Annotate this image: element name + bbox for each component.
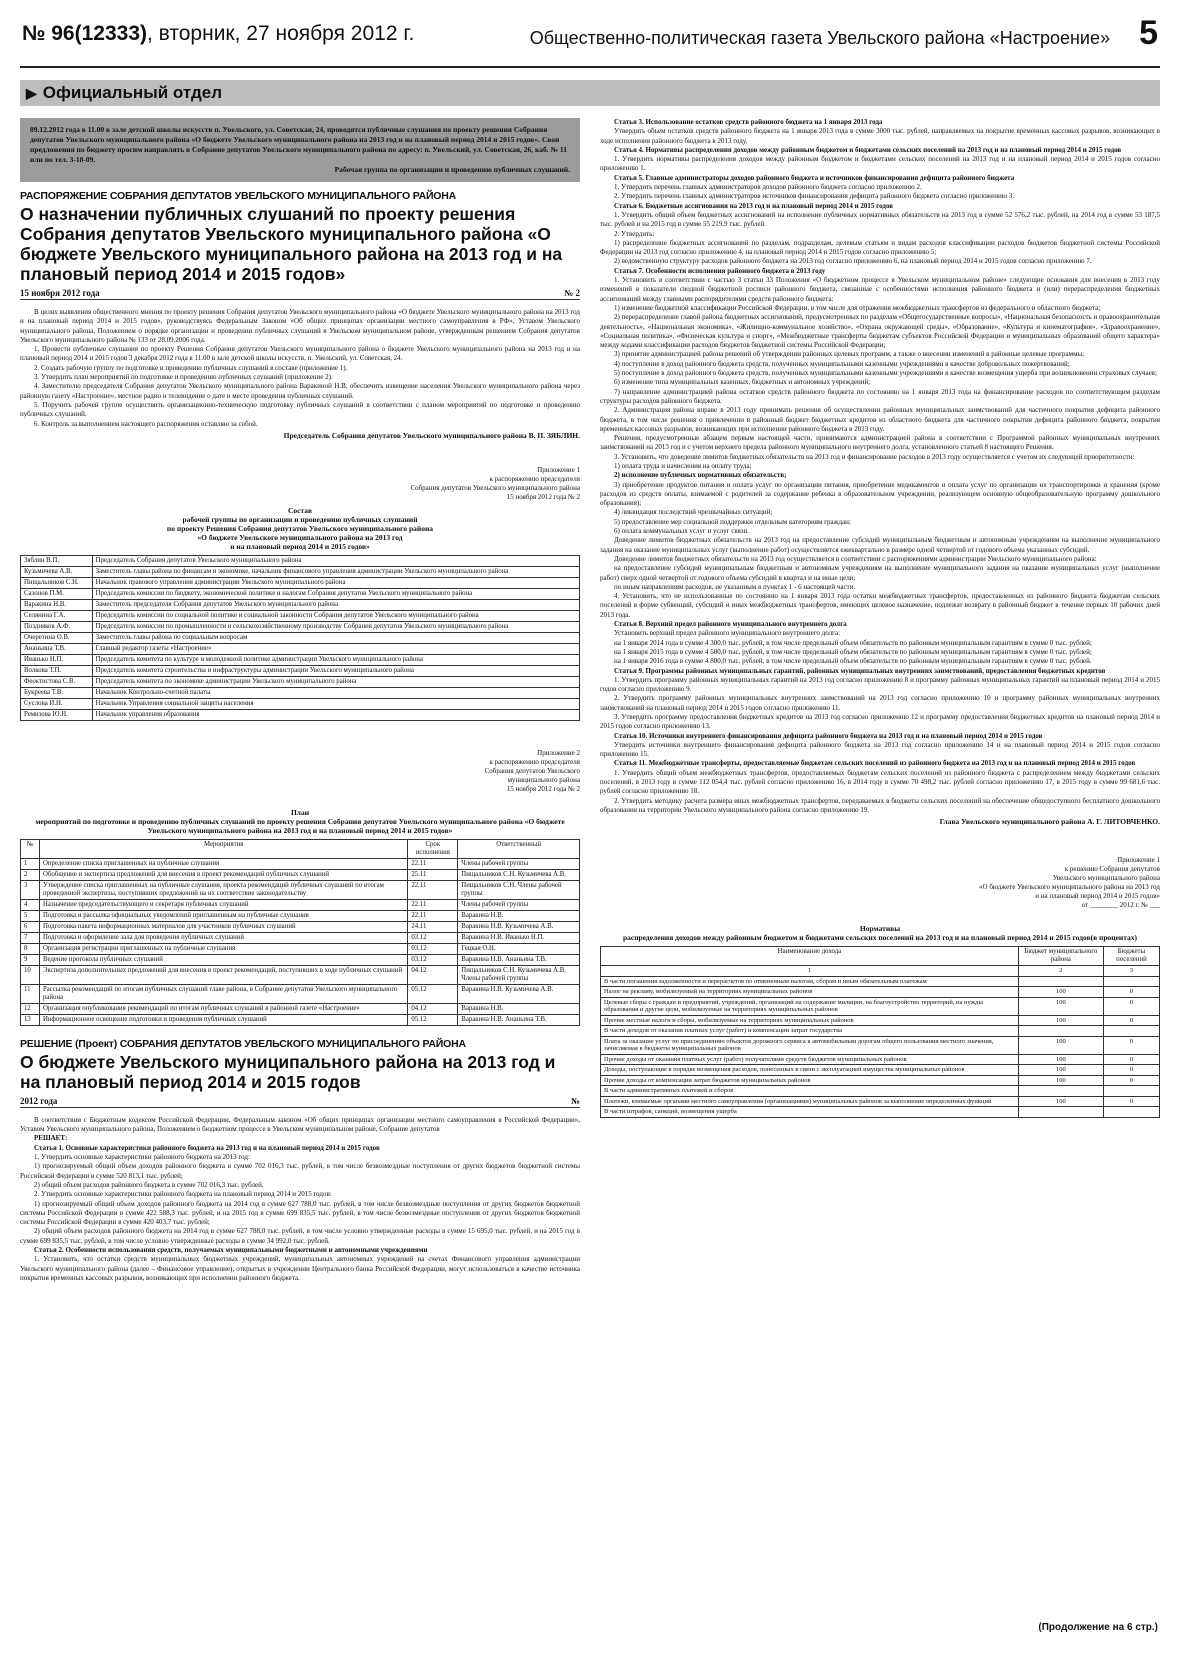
order-paragraph: 5. Поручить рабочей группе осуществить организационно-техническую подготовку публичных слушаний в соответствии с планом мероприятий по подготовке и проведению публичных слушаний. — [20, 400, 580, 419]
order-paragraph: 6. Контроль за выполнением настоящего распоряжения оставляю за собой. — [34, 419, 258, 428]
order-signature: Председатель Собрания депутатов Увельского муниципального района В. П. ЗЯБЛИН. — [283, 430, 580, 440]
decision-paragraph: 1. Утвердить основные характеристики районного бюджета на 2013 год: — [34, 1153, 250, 1162]
row-number: 12 — [21, 1003, 40, 1014]
member-position: Председатель комитета строительства и инфраструктуры администрации Увельского муниципального района — [92, 665, 579, 676]
member-name: Селянина Г.А. — [21, 610, 93, 621]
decision-paragraph: 2. Утвердить основные характеристики районного бюджета на плановый период 2014 и 2015 годов: — [34, 1190, 332, 1199]
article-paragraph: 1. Утвердить общий объем межбюджетных трансфертов, предоставляемых бюджетам сельских поселений из районного бюджета с распределением между бюджетами сельских поселений, в 2013 году в сумме 112 054,4 тыс. рублей согласно приложению 16, в 2014 году в сумме 70 498,2 тыс. рублей согласно приложению 17, в 2015 году в сумме 99 681,6 тыс. рублей согласно приложению 18. — [600, 768, 1160, 796]
plan-table — [20, 839, 580, 1026]
settlement-share: 0 — [1103, 1096, 1159, 1107]
decision-kicker: РЕШЕНИЕ (Проект) СОБРАНИЯ ДЕПУТАТОВ УВЕЛЬСКОГО МУНИЦИПАЛЬНОГО РАЙОНА — [20, 1037, 466, 1050]
table-row — [21, 869, 580, 880]
article-heading: Статья 10. Источники внутреннего финансирования дефицита районного бюджета на 2013 год и на плановый период 2014 и 2015 годов — [614, 731, 1043, 740]
deadline: 04.12 — [408, 965, 458, 984]
article-paragraph: 4) ликвидация последствий чрезвычайных ситуаций; — [614, 508, 773, 517]
member-name: Феоктистова С.В. — [21, 676, 93, 687]
chevron-right-icon: ▶ — [26, 85, 37, 101]
member-name: Сазонов П.М. — [21, 588, 93, 599]
decision-paragraph: 2) общий объем расходов районного бюджета в сумме 702 016,3 тыс. рублей. — [34, 1180, 264, 1189]
member-position: Заместитель главы района по финансам и экономике, начальник финансового управления администрации Увельского муниципального района — [92, 566, 579, 577]
decision-paragraph: РЕШАЕТ: — [34, 1134, 68, 1143]
decision-paragraph: Статья 1. Основные характеристики районного бюджета на 2013 год и на плановый период 2014 и 2015 годов — [34, 1143, 380, 1152]
article-paragraph: 1. Утвердить программу районных муниципальных гарантий на 2013 год согласно приложению 8 и программу районных муниципальных гарантий на плановый период 2014 и 2015 годов согласно приложению 9. — [600, 675, 1160, 694]
article-heading: 2) исполнение публичных нормативных обязательств; — [614, 471, 787, 480]
activity: Организация регистрации приглашенных на публичные слушания — [40, 943, 408, 954]
decision-paragraph: 1) прогнозируемый общий объем доходов районного бюджета на 2014 год в сумме 627 788,0 тыс. рублей, в том числе безвозмездные поступления от других бюджетов бюджетной системы Российской Федерации в сумме 422 588,3 тыс. рублей, и на 2015 год в сумме 699 835,5 тыс. рублей, в том числе безвозмездные поступления от других бюджетов бюджетной системы Российской Федерации в сумме 420 403,7 тыс. рублей; — [20, 1199, 580, 1227]
table-row — [21, 921, 580, 932]
row-number: 8 — [21, 943, 40, 954]
decision-number: № — [570, 1095, 580, 1106]
table-row — [21, 610, 580, 621]
page-number: 5 — [1139, 14, 1158, 52]
district-share — [1018, 1086, 1103, 1097]
responsible: Варакина Н.В. Ананьина Т.В. — [458, 1014, 580, 1025]
member-position: Председатель комиссии по промышленности и сельскохозяйственному производству Собрания депутатов Увельского муниципального района — [92, 621, 579, 632]
column-header: Мероприятия — [40, 839, 408, 858]
article-paragraph: 1. Установить в соответствии с частью 3 статьи 33 Положения «О бюджетном процессе в Увельском муниципальном районе» следующие основания для внесения в 2013 году изменений в показатели сводной бюджетной росписи районного бюджета, связанные с особенностями исполнения районного бюджета и (или) перераспределения бюджетных ассигнований между главными распорядителями средств районного бюджета: — [600, 276, 1160, 303]
deadline: 03.12 — [408, 954, 458, 965]
order-paragraph: 4. Заместителю председателя Собрания депутатов Увельского муниципального района Варакиной Н.В. обеспечить извещение населения Увельского муниципального района через районную газету «Настроение», местное радио и телевидение о дате и месте проведения публичных слушаний. — [20, 382, 580, 400]
responsible: Пищальников С.Н. Кузьмичева А.В. — [458, 869, 580, 880]
newspaper-title: Общественно-политическая газета Увельского района «Настроение» — [529, 28, 1110, 48]
column-header: Срок исполнения — [408, 839, 458, 858]
member-name: Иванько Н.П. — [21, 654, 93, 665]
row-number: 2 — [21, 869, 40, 880]
table-row — [21, 932, 580, 943]
article-paragraph: 5) поступление в доход районного бюджета средств, полученных муниципальными казенными учреждениями в качестве возмещения ущерба при возникновении страховых случаев; — [614, 369, 1157, 378]
table-row — [601, 976, 1160, 987]
article-heading: Статья 9. Программы районных муниципальных гарантий, районных муниципальных внутренних заимствований, предоставления бюджетных кредитов — [614, 666, 1106, 675]
member-position: Заместитель председателя Собрания депутатов Увельского муниципального района — [92, 599, 579, 610]
article-paragraph: 6) изменение типа муниципальных казенных, бюджетных и автономных учреждений; — [614, 378, 871, 387]
member-name: Кузьмичева А.В. — [21, 566, 93, 577]
article-paragraph: на 1 января 2015 года в сумме 4 500,0 тыс. рублей, в том числе предельный объем обязательств по районным муниципальным гарантиям в сумме 0 тыс. рублей; — [614, 647, 1092, 656]
table-row — [21, 858, 580, 869]
settlement-share: 0 — [1103, 1054, 1159, 1065]
article-paragraph: 3) принятие администрацией района решений об утверждении районных целевых программ, а также о внесении изменений в районные целевые программы; — [614, 350, 1085, 359]
table-row — [21, 965, 580, 984]
table-row — [21, 687, 580, 698]
table-row — [601, 1054, 1160, 1065]
settlement-share — [1103, 1107, 1159, 1118]
table-row — [21, 1003, 580, 1014]
decision-paragraph: Статья 2. Особенности использования средств, получаемых муниципальными бюджетными и автономными учреждениями — [34, 1246, 428, 1255]
notice-text: 09.12.2012 года в 11.00 в зале детской школы искусств п. Увельского, ул. Советская, 24, проводятся публичные слушания по проекту решения Собрания депутатов Увельского муниципального района «О бюджете Увельского муниципального района на 2013 год и на плановый период 2014 и 2015 годов». Свои предложения по бюджету просим направлять в Собрание депутатов Увельского муниципального района по адресу: п. Увельский, ул. Советская, 26, каб. № 11 или по тел. 3-18-09. — [30, 125, 567, 164]
income-name: Налог на рекламу, мобилизуемый на территориях муниципальных районов — [601, 987, 1019, 998]
column-number: 3 — [1103, 966, 1159, 977]
member-name: Ремизова Ю.Н. — [21, 709, 93, 720]
table-row — [21, 621, 580, 632]
decision-dateline — [20, 1096, 580, 1108]
district-share: 100 — [1018, 987, 1103, 998]
member-position: Председатель Собрания депутатов Увельского муниципального района — [92, 555, 579, 566]
activity: Утверждение списка приглашенных на публичные слушания, проекта рекомендаций публичных слушаний по итогам проведенной экспертизы, поступивших предложений на их соответствие законодательству — [40, 880, 408, 899]
order-body — [20, 308, 580, 429]
article-paragraph: 1. Утвердить общий объем бюджетных ассигнований на исполнение публичных нормативных обязательств на 2013 год в сумме 52 576,2 тыс. рублей, на 2014 год в сумме 53 187,5 тыс. рублей и на 2015 год в сумме 55 219,9 тыс. рублей. — [600, 210, 1160, 229]
row-number: 7 — [21, 932, 40, 943]
order-paragraph: 2. Создать рабочую группу по подготовке и проведению публичных слушаний в составе (приложение 1). — [34, 363, 348, 372]
article-paragraph: 2. Администрация района вправе в 2013 году принимать решения об осуществлении районных муниципальных заимствований для частичного покрытия дефицита районного бюджета, в том числе решения о привлечении в районный бюджет бюджетных кредитов из областного бюджета для частичного покрытия дефицита районного бюджета, покрытия временных кассовых разрывов, возникающих при исполнении районного бюджета в 2013 году. — [600, 406, 1160, 433]
article-paragraph: Установить верхний предел районного муниципального внутреннего долга: — [614, 629, 841, 638]
deadline: 05.12 — [408, 1014, 458, 1025]
order-kicker: РАСПОРЯЖЕНИЕ СОБРАНИЯ ДЕПУТАТОВ УВЕЛЬСКОГО МУНИЦИПАЛЬНОГО РАЙОНА — [20, 190, 457, 202]
issue-number: № 96(12333) — [22, 22, 147, 45]
member-position: Начальник Контрольно-счетной палаты — [92, 687, 579, 698]
deadline: 22.11 — [408, 910, 458, 921]
district-share — [1018, 1026, 1103, 1037]
appendix2-title: План мероприятий по подготовке и проведению публичных слушаний по проекту решения Собрания депутатов Увельского муниципального района «О бюджете Увельского муниципального района на 2013 год и на плановый период 2014 и 2015 годов» — [35, 807, 565, 835]
column-header: Бюджет муниципального района — [1018, 947, 1103, 966]
notice-sign: Рабочая группа по организации и проведению публичных слушаний. — [334, 165, 570, 174]
table-row — [21, 709, 580, 720]
deadline: 04.12 — [408, 1003, 458, 1014]
table-row — [21, 654, 580, 665]
income-name: В части административных платежей и сборов — [601, 1086, 1019, 1097]
responsible: Варакина Н.В. — [458, 910, 580, 921]
district-share: 100 — [1018, 1065, 1103, 1076]
member-name: Ананьина Т.В. — [21, 643, 93, 654]
section-bar — [20, 80, 1160, 106]
article-paragraph: на предоставление субсидий муниципальным бюджетным и автономным учреждениям на выполнение муниципального задания на оказание муниципальных услуг (выполнение работ) сверх одной четвертой от годового объема субсидий в квартал и на иные цели; — [600, 564, 1160, 582]
activity: Ведение протокола публичных слушаний — [40, 954, 408, 965]
decision-paragraph: 1) прогнозируемый общий объем доходов районного бюджета в сумме 702 016,3 тыс. рублей, в том числе безвозмездные поступления от других бюджетов бюджетной системы Российской Федерации в сумме 520 813,1 тыс. рублей; — [20, 1162, 580, 1180]
article-paragraph: 2. Утвердить методику расчета размера иных межбюджетных трансфертов, передаваемых в бюджеты сельских поселений на обеспечение общедоступного бесплатного дошкольного образования на территории Увельского муниципального района согласно приложению 19. — [600, 796, 1160, 814]
table-row — [601, 1107, 1160, 1118]
district-share: 100 — [1018, 1054, 1103, 1065]
norms-table — [600, 946, 1160, 1118]
article-paragraph: 3. Установить, что доведение лимитов бюджетных обязательств на 2013 год и финансирование расходов в 2013 году осуществляется с учетом их следующей приоритетности: — [614, 452, 1135, 461]
appendix2-header: Приложение 2 к распоряжению председателя Собрания депутатов Увельского муниципального района 15 ноября 2012 года № 2 — [484, 748, 580, 793]
article-heading: Статья 6. Бюджетные ассигнования на 2013 год и на плановый период 2014 и 2015 годов — [614, 201, 894, 210]
income-name: Плата за оказание услуг по присоединению объектов дорожного сервиса к автомобильным дорогам общего пользования местного значения, зачисляемая в бюджеты муниципальных районов — [601, 1036, 1019, 1054]
article-heading: Статья 7. Особенности исполнения районного бюджета в 2013 году — [614, 266, 826, 275]
responsible: Пищальников С.Н. Члены рабочей группы — [458, 880, 580, 899]
member-name: Букреева Т.В. — [21, 687, 93, 698]
responsible: Варакина Н.В. Кузьмичева А.В. — [458, 921, 580, 932]
table-row — [21, 910, 580, 921]
activity: Обобщение и экспертиза предложений для внесения в проект рекомендаций публичных слушаний — [40, 869, 408, 880]
article-paragraph: 5) предоставление мер социальной поддержки отдельным категориям граждан; — [614, 517, 851, 526]
settlement-share — [1103, 976, 1159, 987]
article-heading: Статья 3. Использование остатков средств районного бюджета на 1 января 2013 года — [614, 118, 883, 126]
continued-note: (Продолжение на 6 стр.) — [1038, 1622, 1158, 1633]
table-row — [21, 643, 580, 654]
member-position: Председатель комитета по экономике администрации Увельского муниципального района — [92, 676, 579, 687]
income-name: В части погашения задолженности и перерасчетов по отмененным налогам, сборам и иным обязательным платежам — [601, 976, 1019, 987]
activity: Подготовка и оформление зала для проведения публичных слушаний — [40, 932, 408, 943]
norm-appendix-header: Приложение 1 к решению Собрания депутатов Увельского муниципального района «О бюджете Увельского муниципального района на 2013 год и на плановый период 2014 и 2015 годов» от ________ 2012 г. № ___ — [979, 856, 1160, 910]
decision-signature: Глава Увельского муниципального района А. Г. ЛИТОВЧЕНКО. — [939, 817, 1160, 827]
table-row — [21, 577, 580, 588]
district-share: 100 — [1018, 1096, 1103, 1107]
article-paragraph: Решения, предусмотренные абзацем первым настоящей части, принимаются администрацией района в соответствии с Программой районных муниципальных внутренних заимствований на 2013 год и с учетом верхнего предела районного муниципального внутреннего долга, установленного статьей 8 настоящего Решения. — [600, 434, 1160, 452]
table-row — [21, 954, 580, 965]
settlement-share: 0 — [1103, 1015, 1159, 1026]
district-share — [1018, 1107, 1103, 1118]
article-paragraph: 1. Утвердить перечень главных администраторов доходов районного бюджета согласно приложению 2. — [614, 183, 922, 192]
row-number: 4 — [21, 899, 40, 910]
article-paragraph: 2. Утвердить: — [614, 229, 655, 238]
income-name: Доходы, поступающие в порядке возмещения расходов, понесенных в связи с эксплуатацией имущества муниципальных районов — [601, 1065, 1019, 1076]
responsible: Варакина Н.В. — [458, 1003, 580, 1014]
member-name: Очеретина О.В. — [21, 632, 93, 643]
article-paragraph: 4. Установить, что не использованные по состоянию на 1 января 2013 года остатки межбюджетных трансфертов, предоставленных из районного бюджета бюджетам сельских поселений в форме субвенций, субсидий и иных межбюджетных трансфертов, имеющих целевое назначение, подлежат возврату в районный бюджет в течение первых 10 рабочих дней 2013 года. — [600, 592, 1160, 619]
column-header: Ответственный — [458, 839, 580, 858]
column-number: 1 — [601, 966, 1019, 977]
column-header: Наименование дохода — [601, 947, 1019, 966]
district-share: 100 — [1018, 997, 1103, 1015]
member-position: Заместитель главы района по социальным вопросам — [92, 632, 579, 643]
district-share — [1018, 976, 1103, 987]
table-row — [601, 1075, 1160, 1086]
right-column — [600, 118, 1160, 1118]
income-name: Целевые сборы с граждан и предприятий, учреждений, организаций на содержание милиции, на благоустройство территорий, на нужды образования и другие цели, мобилизуемые на территориях муниципальных районов — [601, 997, 1019, 1015]
row-number: 1 — [21, 858, 40, 869]
member-position: Начальник Управления социальной защиты населения — [92, 698, 579, 709]
deadline: 22.11 — [408, 858, 458, 869]
table-row — [601, 1065, 1160, 1076]
member-position: Председатель комиссии по бюджету, экономической политике и налогам Собрания депутатов Увельского муниципального района — [92, 588, 579, 599]
order-number: № 2 — [564, 288, 580, 298]
table-row — [601, 1086, 1160, 1097]
table-row — [21, 588, 580, 599]
order-paragraph: 3. Утвердить план мероприятий по подготовке и проведению публичных слушаний (приложение 2). — [34, 373, 333, 382]
table-row — [601, 987, 1160, 998]
district-share: 100 — [1018, 1015, 1103, 1026]
order-date: 15 ноября 2012 года — [20, 288, 100, 298]
settlement-share: 0 — [1103, 1075, 1159, 1086]
article-heading: Статья 4. Нормативы распределения доходов между районным бюджетом и бюджетами сельских поселений на 2013 год и на плановый период 2014 и 2015 годов — [614, 145, 1122, 154]
district-share: 100 — [1018, 1075, 1103, 1086]
table-row — [21, 665, 580, 676]
article-paragraph: 3) приобретение продуктов питания и оплата услуг по организации питания, приобретение медикаментов и оплата услуг по организации их транспортировки и хранения (кроме расходов из средств оплаты, взимаемой с родителей за содержание ребенка в образовательном учреждении, реализующем основную общеобразовательную программу дошкольного образования); — [600, 480, 1160, 508]
deadline: 25.11 — [408, 869, 458, 880]
article-paragraph: по иным направлениям расходов, не указанным в пунктах 1 - 6 настоящей части. — [614, 582, 856, 591]
article-paragraph: 1) распределение бюджетных ассигнований по разделам, подразделам, целевым статьям и видам расходов классификации расходов бюджетов бюджетной системы Российской Федерации на 2013 год согласно приложению 4, на плановый период 2014 и 2015 годов согласно приложению 5; — [600, 238, 1160, 257]
left-column — [20, 118, 580, 1283]
table-row — [21, 984, 580, 1003]
table-row — [601, 997, 1160, 1015]
article-paragraph: Утвердить объем остатков средств районного бюджета на 1 января 2013 года в сумме 3000 тыс. рублей, направляемых на покрытие временных кассовых разрывов, возникающих в ходе исполнения районного бюджета в 2013 году. — [600, 127, 1160, 145]
responsible: Пищальников С.Н. Кузьмичева А.В. Члены рабочей группы — [458, 965, 580, 984]
activity: Информационное освещение подготовки и проведения публичных слушаний — [40, 1014, 408, 1025]
decision-paragraph: 2) общий объем расходов районного бюджета на 2014 год в сумме 627 788,0 тыс. рублей, в том числе условно утвержденные расходы в сумме 15 695,0 тыс. рублей, и на 2015 год в сумме 699 835,5 тыс. рублей, в том числе условно утвержденные расходы в сумме 34 992,0 тыс. рублей. — [20, 1227, 580, 1245]
order-paragraph: 1. Провести публичные слушания по проекту Решения Собрания депутатов Увельского муниципального района о бюджете Увельского муниципального района на 2013 год и на плановый период 2014 и 2015 годов 3 декабря 2012 года в 11.00 в зале детской школы искусств, п. Увельский, ул. Советская, 24. — [20, 345, 580, 363]
member-name: Пищальников С.Н. — [21, 577, 93, 588]
settlement-share: 0 — [1103, 997, 1159, 1015]
article-paragraph: 1) оплата труда и начисления на оплату труда; — [614, 461, 752, 470]
income-name: В части доходов от оказания платных услуг (работ) и компенсации затрат государства — [601, 1026, 1019, 1037]
header-rule — [20, 66, 1160, 68]
activity: Определение списка приглашенных на публичные слушания — [40, 858, 408, 869]
income-name: Прочие доходы от оказания платных услуг (работ) получателями средств бюджетов муниципальных районов — [601, 1054, 1019, 1065]
order-paragraph: В целях выявления общественного мнения по проекту решения Собрания депутатов Увельского муниципального района «О бюджете Увельского муниципального района на 2013 год и на плановый период 2014 и 2015 годов», руководствуясь Федеральным Законом «Об общих принципах организации местного самоуправления в РФ», Уставом Увельского муниципального района, Положением о порядке организации и проведении публичных слушаний в Увельском муниципальном районе, утвержденным решением Собрания депутатов Увельского муниципального района № 133 от 28.09.2006 года. — [20, 308, 580, 344]
issue-info — [22, 22, 414, 46]
income-name: Прочие доходы от компенсации затрат бюджетов муниципальных районов — [601, 1075, 1019, 1086]
activity: Рассылка рекомендаций по итогам публичных слушаний главе района, в Собрание депутатов Увельского муниципального района — [40, 984, 408, 1003]
settlement-share — [1103, 1026, 1159, 1037]
activity: Назначение председательствующего и секретаря публичных слушаний — [40, 899, 408, 910]
article-paragraph: на 1 января 2014 года в сумме 4 300,0 тыс. рублей, в том числе предельный объем обязательств по районным муниципальным гарантиям в сумме 0 тыс. рублей; — [614, 638, 1092, 647]
activity: Организация опубликования рекомендаций по итогам публичных слушаний в районной газете «Настроение» — [40, 1003, 408, 1014]
article-paragraph: 2. Утвердить перечень главных администраторов источников финансирования дефицита районного бюджета согласно приложению 3. — [614, 192, 1015, 201]
appendix1-title: Состав рабочей группы по организации и проведению публичных слушаний по проекту Решения Собрания депутатов Увельского муниципального района «О бюджете Увельского муниципального района на 2013 год и на плановый период 2014 и 2015 годов» — [166, 505, 434, 551]
row-number: 11 — [21, 984, 40, 1003]
responsible: Члены рабочей группы — [458, 858, 580, 869]
appendix1-header: Приложение 1 к распоряжению председателя Собрания депутатов Увельского муниципального района 15 ноября 2012 года № 2 — [410, 465, 580, 501]
income-name: В части штрафов, санкций, возмещения ущерба — [601, 1107, 1019, 1118]
responsible: Гецкая О.Н. — [458, 943, 580, 954]
member-name: Волкова Т.П. — [21, 665, 93, 676]
table-row — [21, 676, 580, 687]
row-number: 10 — [21, 965, 40, 984]
member-position: Начальник управления образования — [92, 709, 579, 720]
decision-paragraph: В соответствии с Бюджетным кодексом Российской Федерации, Федеральным законом «Об общих принципах организации местного самоуправления в Российской Федерации», Уставом Увельского муниципального района, Положением о бюджетном процессе в Увельском муниципальном районе, Собрание депутатов — [20, 1115, 580, 1134]
income-name: Прочие местные налоги и сборы, мобилизуемые на территориях муниципальных районов — [601, 1015, 1019, 1026]
section-title: Официальный отдел — [42, 83, 223, 102]
table-row — [601, 1026, 1160, 1037]
deadline: 24.11 — [408, 921, 458, 932]
column-number: 2 — [1018, 966, 1103, 977]
table-row — [601, 1096, 1160, 1107]
article-paragraph: Доведение лимитов бюджетных обязательств на 2013 год на предоставление субсидий муниципальным бюджетным и автономным учреждениям на выполнение муниципального задания на оказание муниципальных услуг (выполнение работ) осуществляется ежеквартально в размере одной четвертой от годового объема указанных субсидий. — [600, 536, 1160, 554]
article-heading: Статья 5. Главные администраторы доходов районного бюджета и источников финансирования дефицита районного бюджета — [614, 173, 1015, 182]
table-row — [21, 943, 580, 954]
working-group-table — [20, 555, 580, 721]
member-name: Поздняков А.Ф. — [21, 621, 93, 632]
table-row — [21, 880, 580, 899]
settlement-share — [1103, 1086, 1159, 1097]
article-heading: Статья 11. Межбюджетные трансферты, предоставляемые бюджетам сельских поселений из районного бюджета на 2013 год и на плановый период 2014 и 2015 годов — [614, 759, 1136, 768]
article-paragraph: 3. Утвердить программу предоставления бюджетных кредитов на 2013 год согласно приложению 12 и программу предоставления бюджетных кредитов на плановый период 2014 и 2015 годов согласно приложению 13. — [600, 713, 1160, 731]
decision-body — [20, 1116, 580, 1283]
article-paragraph: 2) перераспределение главой района бюджетных ассигнований, предусмотренных по разделам «Общегосударственные вопросы», «Национальная безопасность и правоохранительная деятельность», «Национальная экономика», «Жилищно-коммунальное хозяйство», «Охрана окружающей среды», «Образование», «Культура и кинематография», «Здравоохранение», «Социальная политика», «Физическая культура и спорт», «Межбюджетные трансферты бюджетам субъектов Российской Федерации и муниципальных образований общего характера» между кодами классификации расходов бюджетов бюджетной системы Российской Федерации; — [600, 313, 1160, 350]
article-heading: Статья 8. Верхний предел районного муниципального внутреннего долга — [614, 620, 847, 629]
table-row — [21, 599, 580, 610]
responsible: Варакина Н.В. Кузьмичева А.В. — [458, 984, 580, 1003]
member-name: Зяблин В.П. — [21, 555, 93, 566]
article-paragraph: 2) ведомственную структуру расходов районного бюджета на 2013 год согласно приложению 6, на плановый период 2014 и 2015 годов согласно приложению 7. — [614, 257, 1092, 266]
norm-title: Нормативы распределения доходов между районным бюджетом и бюджетами сельских поселений на 2013 год и на плановый период 2014 и 2015 годов(в процентах) — [622, 924, 1138, 943]
table-row — [21, 899, 580, 910]
member-position: Главный редактор газеты «Настроение» — [92, 643, 579, 654]
column-header: № — [21, 839, 40, 858]
row-number: 3 — [21, 880, 40, 899]
article-paragraph: 6) оплата коммунальных услуг и услуг связи. — [614, 527, 750, 536]
decision-articles — [600, 118, 1160, 815]
activity: Подготовка и рассылка официальных уведомлений приглашенным на публичные слушания — [40, 910, 408, 921]
responsible: Члены рабочей группы — [458, 899, 580, 910]
issue-date: , вторник, 27 ноября 2012 г. — [147, 22, 415, 45]
responsible: Варакина Н.В. Ананьина Т.В. — [458, 954, 580, 965]
article-paragraph: 1) изменение бюджетной классификации Российской Федерации, в том числе для отражения межбюджетных трансфертов из федерального и областного бюджета; — [614, 303, 1101, 312]
activity: Экспертиза дополнительных предложений для внесения в проект рекомендаций, поступивших в ходе публичных слушаний — [40, 965, 408, 984]
settlement-share: 0 — [1103, 987, 1159, 998]
article-paragraph: 2. Утвердить программу районных муниципальных внутренних заимствований на 2013 год согласно приложению 10 и программу районных муниципальных внутренних заимствований на плановый период 2014 и 2015 годов согласно приложению 11. — [600, 694, 1160, 712]
article-paragraph: 7) направление администрацией района остатков средств районного бюджета по состоянию на 1 января 2013 года на финансирование расходов по соответствующим разделам структуры расходов районного бюджета. — [600, 387, 1160, 405]
deadline: 03.12 — [408, 943, 458, 954]
article-paragraph: Утвердить источники внутреннего финансирования дефицита районного бюджета на 2013 год согласно приложению 14 и на плановый период 2014 и 2015 годов согласно приложению 15. — [600, 740, 1160, 759]
member-position: Председатель комитета по культуре и молодежной политике администрации Увельского муниципального района — [92, 654, 579, 665]
member-name: Варакина Н.В. — [21, 599, 93, 610]
hearing-notice — [20, 118, 580, 182]
district-share: 100 — [1018, 1036, 1103, 1054]
deadline: 22.11 — [408, 880, 458, 899]
activity: Подготовка пакета информационных материалов для участников публичных слушаний — [40, 921, 408, 932]
row-number: 6 — [21, 921, 40, 932]
deadline: 03.12 — [408, 932, 458, 943]
order-title: О назначении публичных слушаний по проекту решения Собрания депутатов Увельского муниципального района «О бюджете Увельского муниципального района на 2013 год и на плановый период 2014 и 2015 годов» — [20, 204, 563, 284]
member-position: Начальник правового управления администрации Увельского муниципального района — [92, 577, 579, 588]
decision-date: 2012 года — [20, 1095, 58, 1106]
table-row — [21, 566, 580, 577]
order-dateline — [20, 288, 580, 300]
article-paragraph: Доведение лимитов бюджетных обязательств на 2013 год осуществляется в соответствии с распоряжениями администрации Увельского муниципального района: — [614, 554, 1097, 563]
responsible: Варакина Н.В. Иванько Н.П. — [458, 932, 580, 943]
income-name: Платежи, взимаемые органами местного самоуправления (организациями) муниципальных районов за выполнение определенных функций — [601, 1096, 1019, 1107]
table-row — [21, 698, 580, 709]
table-row — [601, 1015, 1160, 1026]
article-paragraph: 4) поступление в доход районного бюджета средств, полученных муниципальными казенными учреждениями в качестве добровольных пожертвований; — [614, 359, 1070, 368]
article-paragraph: на 1 января 2016 года в сумме 4 800,0 тыс. рублей, в том числе предельный объем обязательств по районным муниципальным гарантиям в сумме 0 тыс. рублей. — [614, 657, 1092, 666]
row-number: 9 — [21, 954, 40, 965]
deadline: 22.11 — [408, 899, 458, 910]
row-number: 13 — [21, 1014, 40, 1025]
settlement-share: 0 — [1103, 1065, 1159, 1076]
row-number: 5 — [21, 910, 40, 921]
newspaper-header — [0, 0, 1180, 72]
article-paragraph: 1. Утвердить нормативы распределения доходов между районным бюджетом и бюджетами сельских поселений на 2013 год и на плановый период 2014 и 2015 годов согласно приложению 1. — [600, 155, 1160, 173]
decision-paragraph: 1. Установить, что остатки средств муниципальных бюджетных учреждений, муниципальных автономных учреждений на счетах Финансового управления администрации Увельского муниципального района (далее – Финансовое управление), открытых в учреждении Центрального банка Российской Федерации, могут использоваться в качестве источника покрытия временных кассовых разрывов, возникающих при исполнении районного бюджета. — [20, 1255, 580, 1282]
settlement-share: 0 — [1103, 1036, 1159, 1054]
table-row — [21, 632, 580, 643]
table-row — [21, 1014, 580, 1025]
table-row — [601, 1036, 1160, 1054]
deadline: 05.12 — [408, 984, 458, 1003]
column-header: Бюджеты поселений — [1103, 947, 1159, 966]
decision-title: О бюджете Увельского муниципального района на 2013 год и на плановый период 2014 и 2015 годов — [20, 1051, 556, 1092]
table-row — [21, 555, 580, 566]
member-position: Председатель комиссии по социальной политике и социальной законности Собрания депутатов Увельского муниципального района — [92, 610, 579, 621]
member-name: Суслова И.Н. — [21, 698, 93, 709]
